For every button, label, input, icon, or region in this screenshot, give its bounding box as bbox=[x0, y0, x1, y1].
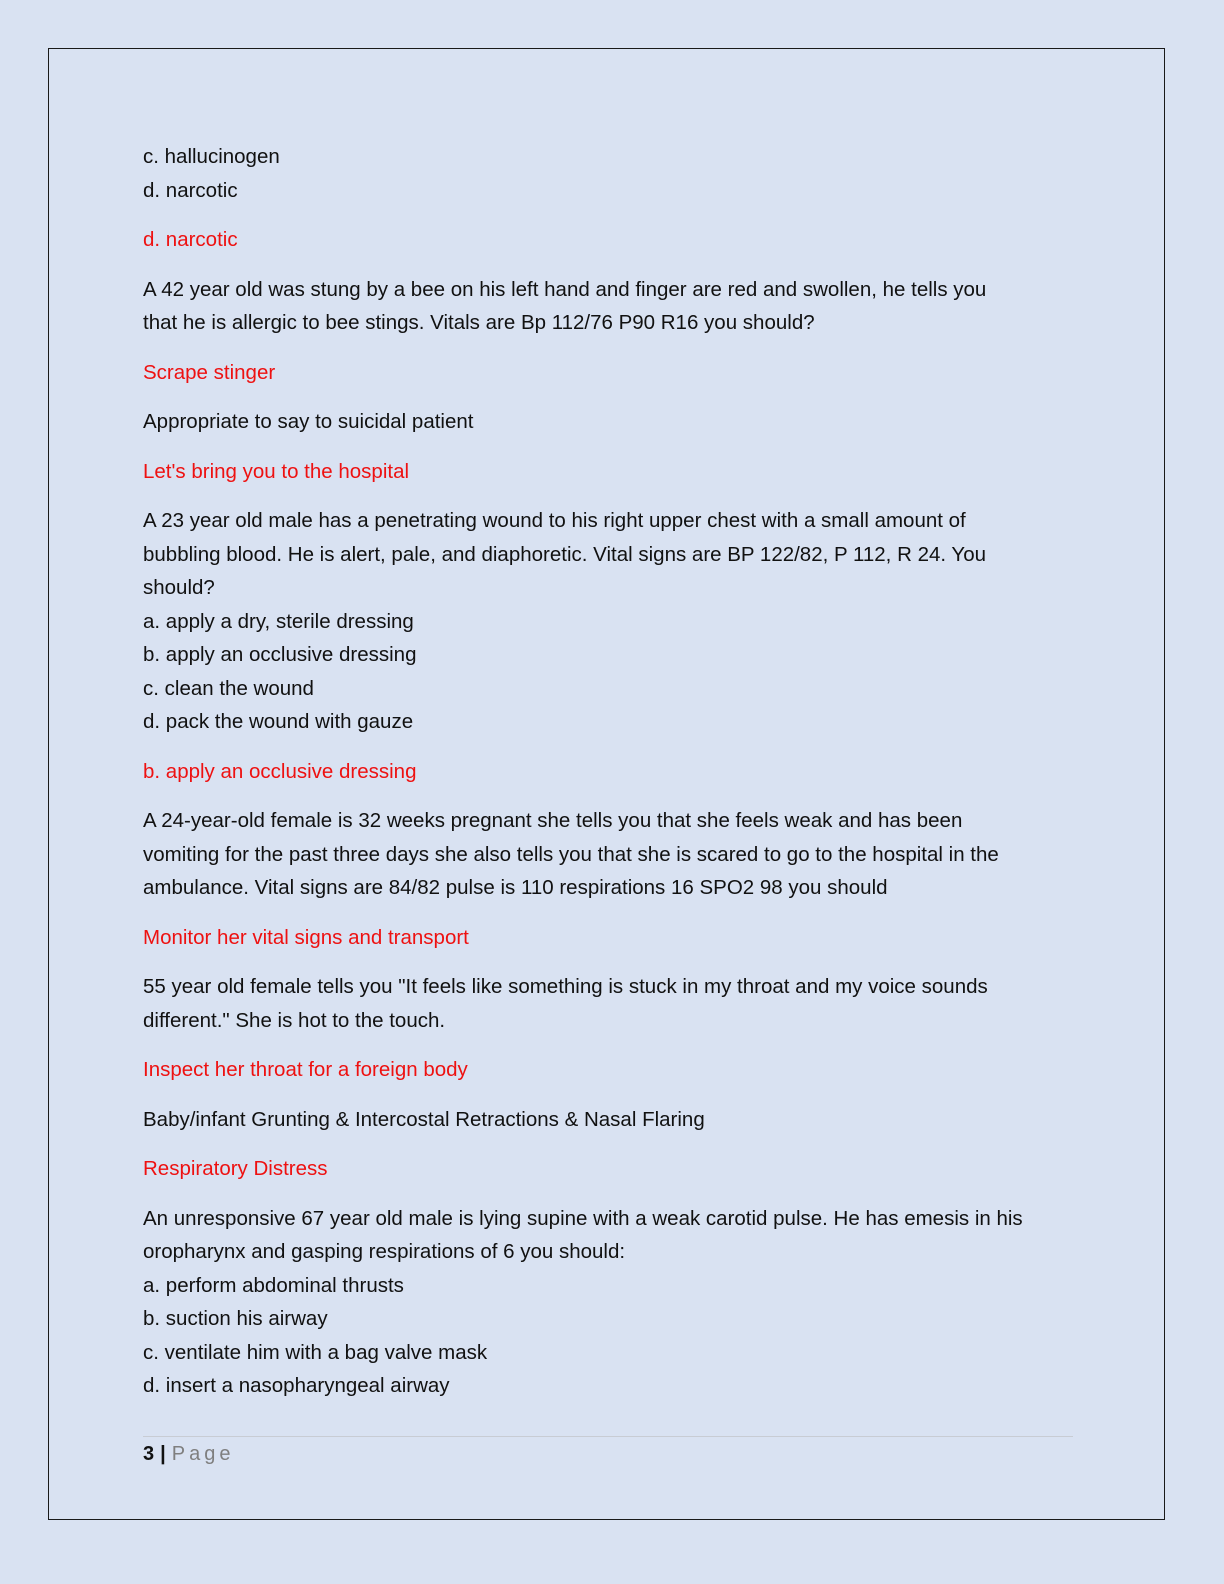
question-line: A 42 year old was stung by a bee on his left hand and finger are red and swollen, he tells you bbox=[143, 277, 987, 301]
page-footer bbox=[143, 1440, 234, 1468]
question-line: Appropriate to say to suicidal patient bbox=[143, 410, 474, 433]
answer-line: b. apply an occlusive dressing bbox=[143, 759, 417, 783]
answer-paragraph bbox=[143, 1053, 1083, 1087]
question-paragraph bbox=[143, 405, 1083, 439]
question-line: bubbling blood. He is alert, pale, and diaphoretic. Vital signs are BP 122/82, P 112, R 24. You bbox=[143, 542, 986, 566]
question-line: a. perform abdominal thrusts bbox=[143, 1273, 404, 1297]
document-body bbox=[143, 140, 1083, 1419]
footer-separator: | bbox=[160, 1443, 166, 1465]
question-line: b. suction his airway bbox=[143, 1307, 328, 1330]
question-line: c. ventilate him with a bag valve mask bbox=[143, 1340, 488, 1364]
answer-line: d. narcotic bbox=[143, 228, 238, 251]
question-line: d. insert a nasopharyngeal airway bbox=[143, 1374, 450, 1397]
answer-paragraph bbox=[143, 455, 1083, 489]
answer-paragraph bbox=[143, 223, 1083, 257]
answer-line: Monitor her vital signs and transport bbox=[143, 925, 469, 949]
question-line: b. apply an occlusive dressing bbox=[143, 643, 417, 666]
answer-line: Scrape stinger bbox=[143, 360, 276, 384]
question-line: vomiting for the past three days she also tells you that she is scared to go to the hospital in the bbox=[143, 842, 999, 866]
question-line: that he is allergic to bee stings. Vitals are Bp 112/76 P90 R16 you should? bbox=[143, 311, 815, 334]
answer-line: Let's bring you to the hospital bbox=[143, 459, 410, 483]
question-line: a. apply a dry, sterile dressing bbox=[143, 609, 414, 633]
question-line: An unresponsive 67 year old male is lying supine with a weak carotid pulse. He has emesis in his bbox=[143, 1206, 1023, 1230]
question-line: different." She is hot to the touch. bbox=[143, 1008, 446, 1032]
question-line: A 24-year-old female is 32 weeks pregnant she tells you that she feels weak and has been bbox=[143, 809, 963, 832]
question-paragraph bbox=[143, 273, 1083, 340]
question-line: d. narcotic bbox=[143, 178, 238, 202]
question-line: A 23 year old male has a penetrating wound to his right upper chest with a small amount of bbox=[143, 509, 966, 532]
question-line: oropharynx and gasping respirations of 6 you should: bbox=[143, 1240, 626, 1263]
question-paragraph bbox=[143, 140, 1083, 207]
answer-line: Respiratory Distress bbox=[143, 1157, 328, 1180]
page-label: Page bbox=[171, 1443, 235, 1465]
answer-paragraph bbox=[143, 1152, 1083, 1186]
question-line: Baby/infant Grunting & Intercostal Retractions & Nasal Flaring bbox=[143, 1107, 705, 1131]
question-line: c. hallucinogen bbox=[143, 145, 280, 168]
answer-paragraph bbox=[143, 921, 1083, 955]
question-line: c. clean the wound bbox=[143, 676, 314, 700]
question-paragraph bbox=[143, 970, 1083, 1037]
question-line: d. pack the wound with gauze bbox=[143, 710, 414, 733]
question-line: 55 year old female tells you "It feels like something is stuck in my throat and my voice sounds bbox=[143, 975, 988, 998]
answer-paragraph bbox=[143, 356, 1083, 390]
question-paragraph bbox=[143, 1103, 1083, 1137]
question-line: ambulance. Vital signs are 84/82 pulse is 110 respirations 16 SPO2 98 you should bbox=[143, 876, 888, 899]
question-paragraph bbox=[143, 1202, 1083, 1403]
footer-divider bbox=[143, 1436, 1073, 1437]
page-number: 3 bbox=[143, 1443, 155, 1465]
question-paragraph bbox=[143, 504, 1083, 739]
answer-paragraph bbox=[143, 755, 1083, 789]
question-line: should? bbox=[143, 576, 215, 599]
question-paragraph bbox=[143, 804, 1083, 905]
answer-line: Inspect her throat for a foreign body bbox=[143, 1058, 468, 1081]
